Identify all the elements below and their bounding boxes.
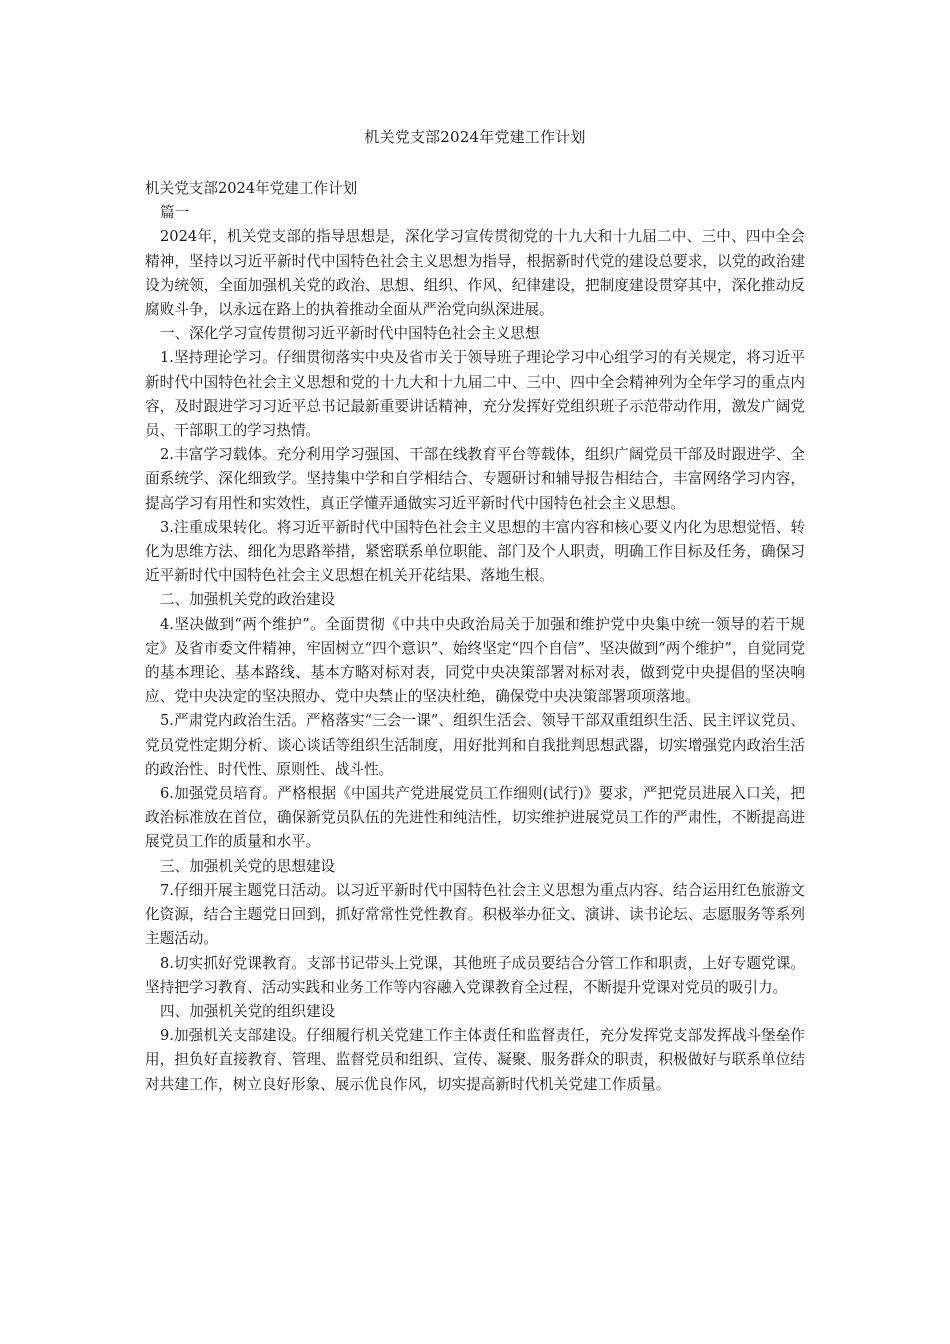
section-heading: 一、深化学习宣传贯彻习近平新时代中国特色社会主义思想 [160,325,540,343]
section-heading: 二、加强机关党的政治建设 [160,591,336,609]
section-item: 7.仔细开展主题党日活动。以习近平新时代中国特色社会主义思想为重点内容、结合运用红色旅游文化资源，结合主题党日回到，抓好常常性党性教育。积极举办征文、演讲、读书论坛、志愿服务等系列主题活动。 [145,881,805,948]
document-subtitle: 机关党支部2024年党建工作计划 [145,180,358,197]
section-item: 3.注重成果转化。将习近平新时代中国特色社会主义思想的丰富内容和核心要义内化为思想觉悟、转化为思维方法、细化为思路举措，紧密联系单位职能、部门及个人职责，明确工作目标及任务，确保习近平新时代中国特色社会主义思想在机关开花结果、落地生根。 [145,518,805,585]
section-item: 4.坚决做到“两个维护”。全面贯彻《中共中央政治局关于加强和维护党中央集中统一领导的若干规定》及省市委文件精神，牢固树立“四个意识”、始终坚定“四个自信”、坚决做到“两个维护”，自觉同党的基本理论、基本路线、基本方略对标对表，同党中央决策部署对标对表，做到党中央提倡的坚决响应、党中央决定的坚决照办、党中央禁止的坚决杜绝，确保党中央决策部署项项落地。 [145,615,805,706]
section-item: 2.丰富学习载体。充分利用学习强国、干部在线教育平台等载体，组织广阔党员干部及时跟进学、全面系统学、深化细致学。坚持集中学和自学相结合、专题研讨和辅导报告相结合，丰富网络学习内容，提高学习有用性和实效性，真正学懂弄通做实习近平新时代中国特色社会主义思想。 [145,446,805,512]
document-body [145,177,805,1097]
section-heading: 四、加强机关党的组织建设 [160,1002,336,1020]
document-title: 机关党支部2024年党建工作计划 [364,128,586,146]
section-item: 1.坚持理论学习。仔细贯彻落实中央及省市关于领导班子理论学习中心组学习的有关规定，将习近平新时代中国特色社会主义思想和党的十九大和十九届二中、三中、四中全会精神列为全年学习的重点内容，及时跟进学习习近平总书记最新重要讲话精神，充分发挥好党组织班子示范带动作用，激发广阔党员、干部职工的学习热情。 [145,349,805,440]
section-item: 9.加强机关支部建设。仔细履行机关党建工作主体责任和监督责任，充分发挥党支部发挥战斗堡垒作用，担负好直接教育、管理、监督党员和组织、宣传、凝聚、服务群众的职责，积极做好与联系单位结对共建工作，树立良好形象、展示优良作风，切实提高新时代机关党建工作质量。 [145,1027,805,1093]
section-item: 8.切实抓好党课教育。支部书记带头上党课，其他班子成员要结合分管工作和职责，上好专题党课。坚持把学习教育、活动实践和业务工作等内容融入党课教育全过程，不断提升党课对党员的吸引力。 [145,954,805,996]
section-item: 5.严肃党内政治生活。严格落实“三会一课”、组织生活会、领导干部双重组织生活、民主评议党员、党员党性定期分析、谈心谈话等组织生活制度，用好批判和自我批判思想武器，切实增强党内政治生活的政治性、时代性、原则性、战斗性。 [145,712,805,778]
intro-paragraph: 2024年，机关党支部的指导思想是，深化学习宣传贯彻党的十九大和十九届二中、三中、四中全会精神，坚持以习近平新时代中国特色社会主义思想为指导，根据新时代党的建设总要求，以党的政治建设为统领，全面加强机关党的政治、思想、组织、作风、纪律建设，把制度建设贯穿其中，深化推动反腐败斗争，以永远在路上的执着推动全面从严治党向纵深进展。 [145,228,805,319]
section-heading: 三、加强机关党的思想建设 [160,857,336,875]
part-label: 篇一 [160,204,190,222]
section-item: 6.加强党员培育。严格根据《中国共产党进展党员工作细则(试行)》要求，严把党员进展入口关，把政治标准放在首位，确保新党员队伍的先进性和纯洁性，切实维护进展党员工作的严肃性，不断提高进展党员工作的质量和水平。 [145,785,805,851]
